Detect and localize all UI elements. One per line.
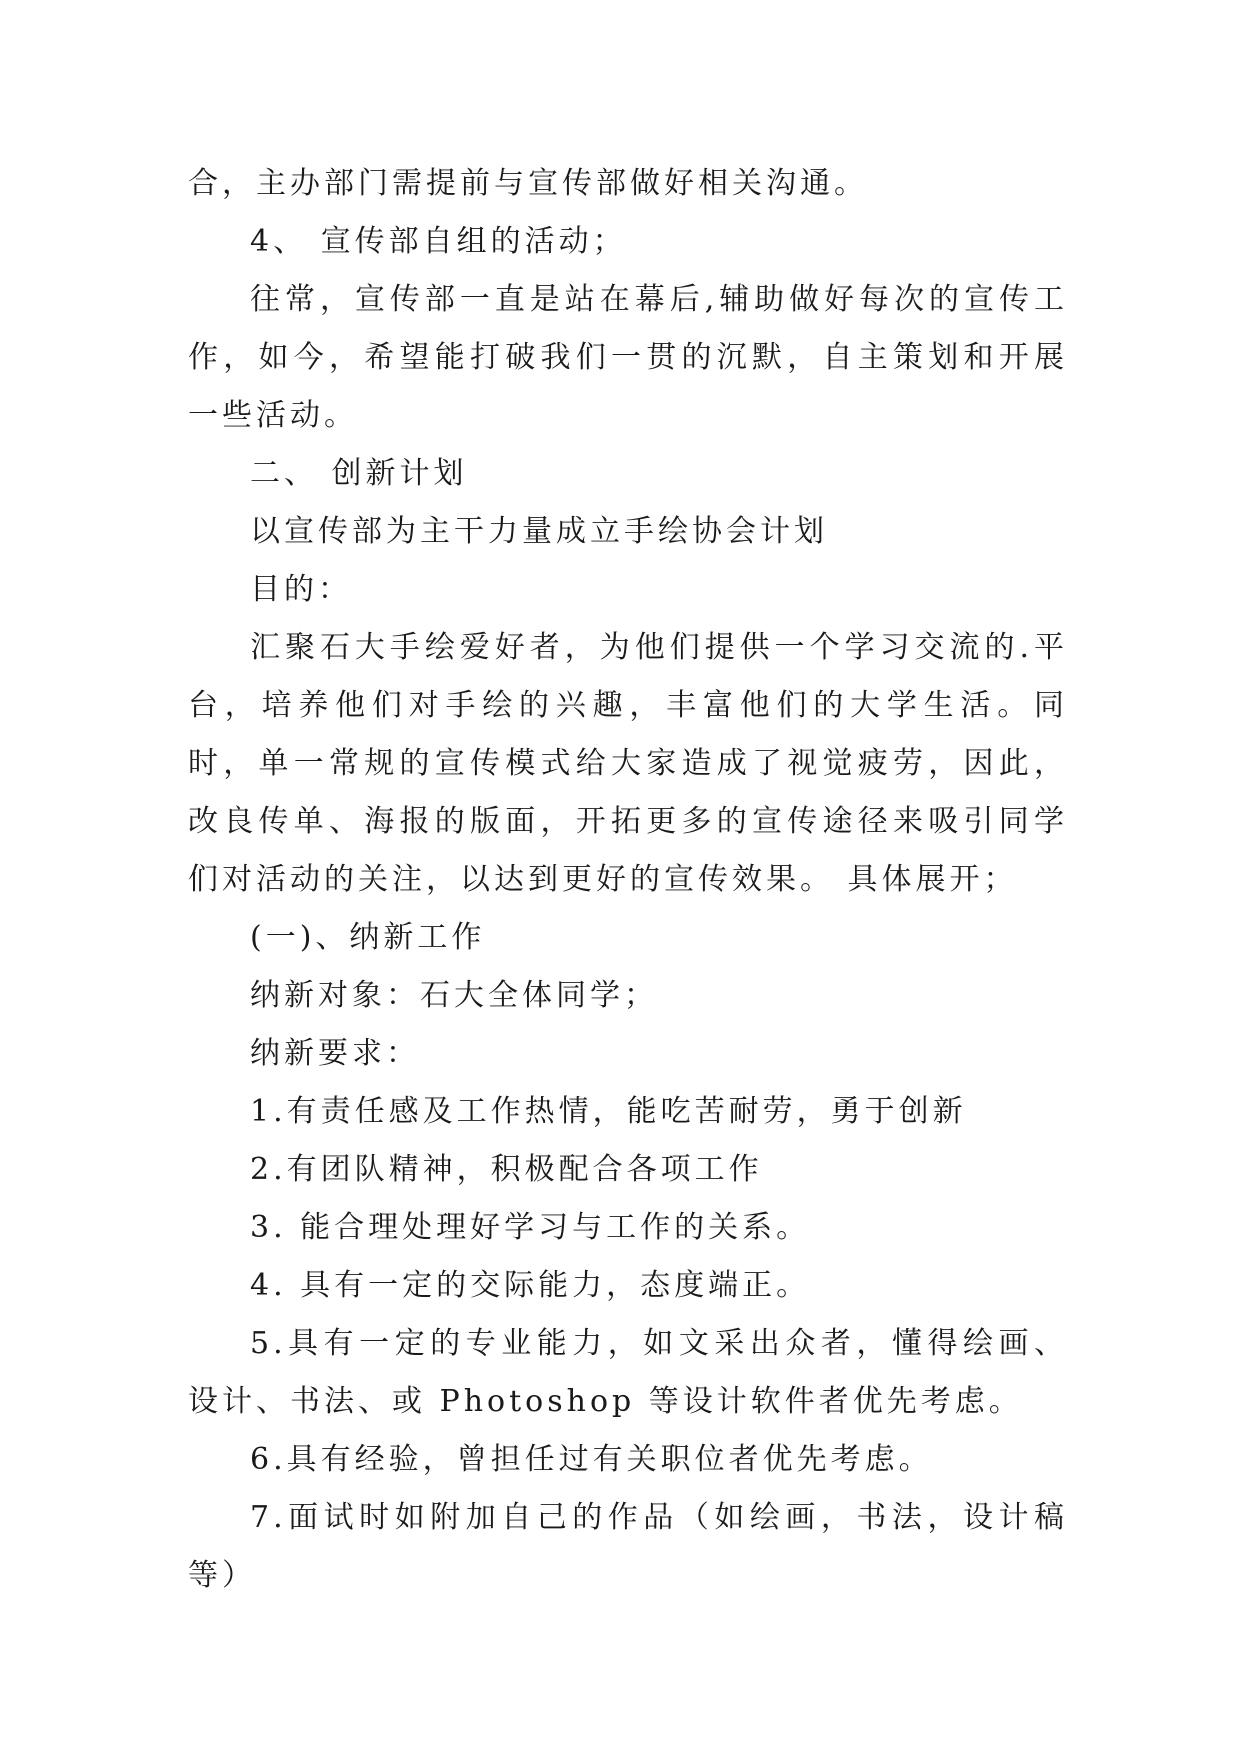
list-item: 4. 具有一定的交际能力，态度端正。 bbox=[250, 1268, 811, 1303]
paragraph: 往常，宣传部一直是站在幕后,辅助做好每次的宣传工作，如今，希望能打破我们一贯的沉默，自主策划和开展一些活动。 bbox=[188, 282, 1068, 433]
list-item: 6.具有经验，曾担任过有关职位者优先考虑。 bbox=[250, 1442, 933, 1477]
paragraph: 纳新要求： bbox=[250, 1036, 420, 1071]
paragraph: 纳新对象：石大全体同学； bbox=[250, 978, 658, 1013]
list-item: 5.具有一定的专业能力，如文采出众者，懂得绘画、设计、书法、或 Photoshop 等设计软件者优先考虑。 bbox=[188, 1326, 1068, 1419]
paragraph: 4、 宣传部自组的活动； bbox=[250, 224, 627, 259]
document-body bbox=[188, 155, 1068, 1605]
section-heading: 二、 创新计划 bbox=[250, 456, 468, 491]
paragraph: 汇聚石大手绘爱好者，为他们提供一个学习交流的.平台，培养他们对手绘的兴趣，丰富他们的大学生活。同时，单一常规的宣传模式给大家造成了视觉疲劳，因此，改良传单、海报的版面，开拓更多的宣传途径来吸引同学们对活动的关注，以达到更好的宣传效果。 具体展开； bbox=[188, 630, 1068, 897]
list-item: 2.有团队精神，积极配合各项工作 bbox=[250, 1152, 763, 1187]
paragraph: 以宣传部为主干力量成立手绘协会计划 bbox=[250, 514, 828, 549]
list-item: 3. 能合理处理好学习与工作的关系。 bbox=[250, 1210, 811, 1245]
paragraph: 合，主办部门需提前与宣传部做好相关沟通。 bbox=[188, 166, 868, 201]
list-item: 1.有责任感及工作热情，能吃苦耐劳，勇于创新 bbox=[250, 1094, 967, 1129]
subsection-heading: (一)、纳新工作 bbox=[250, 920, 486, 955]
list-item: 7.面试时如附加自己的作品（如绘画，书法，设计稿等） bbox=[188, 1500, 1068, 1593]
paragraph: 目的： bbox=[250, 572, 352, 607]
